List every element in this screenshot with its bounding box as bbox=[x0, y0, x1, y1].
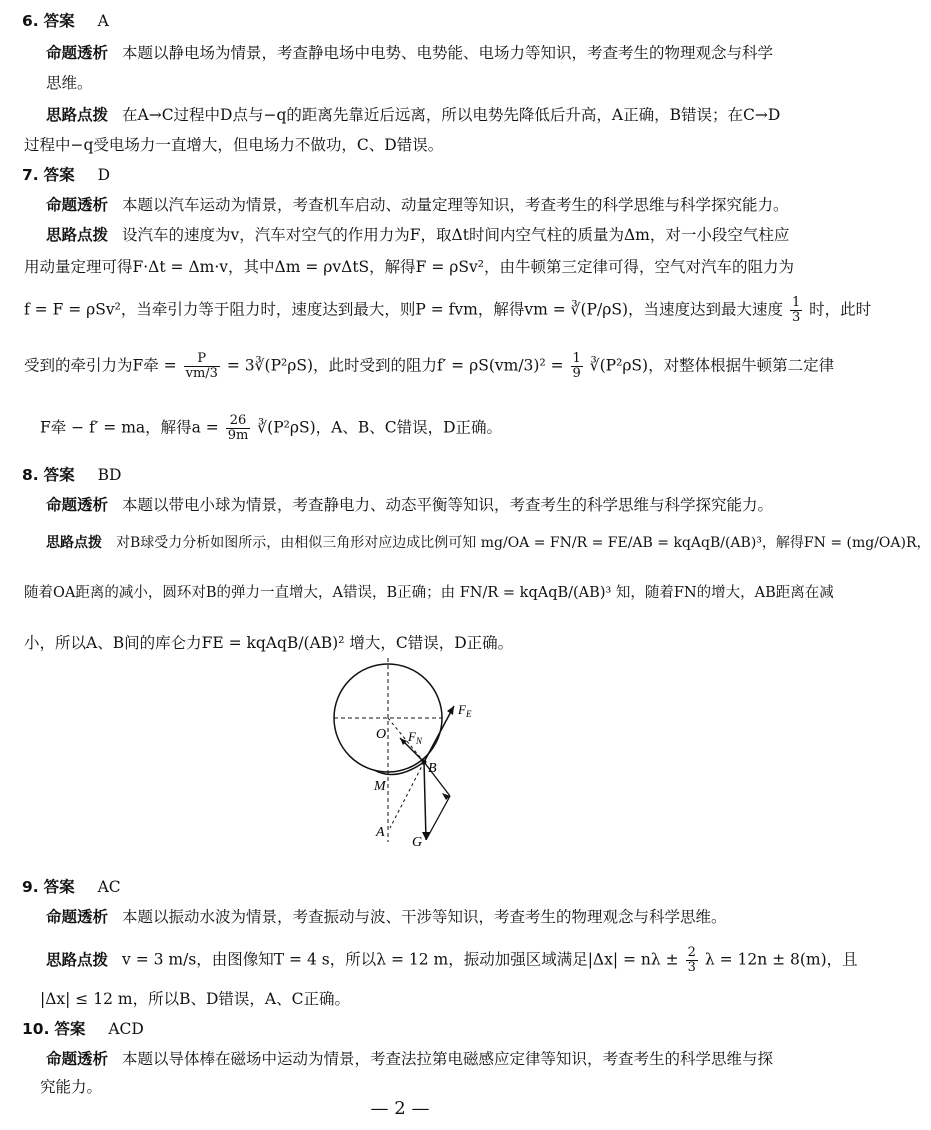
q6-intent-text: 本题以静电场为情景，考查静电场中电势、电势能、电场力等知识，考查考生的物理观念与科学 bbox=[122, 44, 774, 62]
q9-hint-text-b: λ = 12n ± 8(m)，且 bbox=[704, 950, 858, 969]
q7-hint-line5b: ∛(P²ρS)，A、B、C错误，D正确。 bbox=[257, 418, 502, 437]
q8-hint-line2: 随着OA距离的减小，圆环对B的弹力一直增大，A错误，B正确；由 FN/R = kqAqB/(AB)³ 知，随着FN的增大，AB距离在减 bbox=[24, 585, 834, 601]
q8-answer-label: 答案 bbox=[43, 466, 75, 484]
q10-intent-line2: 究能力。 bbox=[40, 1078, 103, 1096]
frac-den: 3 bbox=[687, 960, 696, 975]
triangle-side bbox=[426, 796, 450, 840]
arrow-FE bbox=[424, 706, 454, 762]
frac-den: 3 bbox=[791, 310, 801, 325]
label-A: A bbox=[376, 825, 385, 840]
q7-intent-label: 命题透析 bbox=[46, 196, 109, 214]
frac-den: vm/3 bbox=[185, 366, 218, 381]
q6-hint-label: 思路点拨 bbox=[46, 106, 109, 124]
fraction-one-ninth bbox=[571, 352, 583, 381]
q7-hint bbox=[46, 224, 789, 246]
q9-hint bbox=[46, 946, 858, 975]
q9-hint-text-a: v = 3 m/s，由图像知T = 4 s，所以λ = 12 m，振动加强区域满足|Δx| = nλ ± bbox=[122, 950, 679, 969]
q7-intent-text: 本题以汽车运动为情景，考查机车启动、动量定理等知识，考查考生的科学思维与科学探究能力。 bbox=[122, 196, 789, 214]
label-FE-main: F bbox=[458, 702, 466, 717]
q6-header bbox=[22, 10, 109, 32]
fraction-26-9m bbox=[226, 414, 251, 443]
q9-intent bbox=[46, 906, 727, 928]
q7-hint-text: 设汽车的速度为v，汽车对空气的作用力为F，取Δt时间内空气柱的质量为Δm，对一小段空气柱应 bbox=[122, 226, 790, 244]
q6-answer-label: 答案 bbox=[43, 12, 75, 30]
q9-answer-label: 答案 bbox=[43, 878, 75, 896]
q10-answer-label: 答案 bbox=[54, 1020, 86, 1038]
label-G: G bbox=[412, 835, 423, 850]
arrow-G bbox=[424, 762, 426, 840]
q10-intent bbox=[46, 1048, 773, 1070]
label-FN-sub: N bbox=[415, 736, 422, 746]
fraction-one-third bbox=[790, 296, 802, 325]
q6-intent-line2: 思维。 bbox=[46, 74, 93, 92]
q9-answer: AC bbox=[97, 878, 121, 896]
q8-hint-text: 对B球受力分析如图所示，由相似三角形对应边成比例可知 mg/OA = FN/R = FE/AB = kqAqB/(AB)³，解得FN = (mg/OA)R， bbox=[116, 535, 931, 551]
q9-number: 9. bbox=[22, 878, 39, 896]
label-FE bbox=[457, 702, 472, 719]
frac-num: 26 bbox=[226, 414, 251, 429]
label-FE-sub: E bbox=[465, 709, 472, 719]
label-O: O bbox=[376, 727, 387, 742]
q6-hint-line2: 过程中−q受电场力一直增大，但电场力不做功，C、D错误。 bbox=[24, 136, 444, 154]
q8-hint-label: 思路点拨 bbox=[46, 535, 102, 551]
q10-intent-label: 命题透析 bbox=[46, 1050, 109, 1068]
q7-hint-line3 bbox=[24, 296, 871, 325]
frac-den: 9 bbox=[572, 366, 581, 381]
q7-hint-line4 bbox=[24, 352, 834, 381]
q8-number: 8. bbox=[22, 466, 39, 484]
q7-hint-line3a: f = F = ρSv²，当牵引力等于阻力时，速度达到最大，则P = fvm，解得vm = ∛(P/ρS)，当速度达到最大速度 bbox=[24, 300, 783, 319]
q6-intent bbox=[46, 42, 773, 64]
label-B: B bbox=[428, 761, 437, 776]
q7-hint-line5 bbox=[40, 414, 502, 443]
frac-num: 2 bbox=[687, 945, 696, 960]
q7-answer: D bbox=[97, 166, 111, 184]
force-diagram bbox=[318, 658, 478, 850]
q6-hint-text: 在A→C过程中D点与−q的距离先靠近后远离，所以电势先降低后升高，A正确，B错误；在C→D bbox=[122, 106, 781, 124]
page-number: — 2 — bbox=[370, 1098, 430, 1119]
q7-hint-line4c: ∛(P²ρS)，对整体根据牛顿第二定律 bbox=[589, 356, 835, 375]
q9-hint-line2: |Δx| ≤ 12 m，所以B、D错误，A、C正确。 bbox=[40, 990, 350, 1008]
q7-answer-label: 答案 bbox=[43, 166, 75, 184]
q7-hint-line5a: F牵 − f′ = ma，解得a = bbox=[40, 418, 219, 437]
q10-answer: ACD bbox=[108, 1020, 144, 1038]
frac-den: 9m bbox=[227, 428, 249, 443]
q7-number: 7. bbox=[22, 166, 39, 184]
frac-num: 1 bbox=[791, 295, 801, 310]
q9-hint-label: 思路点拨 bbox=[46, 950, 109, 969]
q6-intent-label: 命题透析 bbox=[46, 44, 109, 62]
q6-answer: A bbox=[97, 12, 109, 30]
q6-hint bbox=[46, 104, 780, 126]
q7-header bbox=[22, 164, 110, 186]
q7-hint-label: 思路点拨 bbox=[46, 226, 109, 244]
q7-intent bbox=[46, 194, 789, 216]
q7-hint-line4b: = 3∛(P²ρS)，此时受到的阻力f′ = ρS(vm/3)² = bbox=[226, 356, 564, 375]
q8-answer: BD bbox=[97, 466, 122, 484]
q8-hint bbox=[46, 532, 931, 554]
label-M: M bbox=[374, 779, 386, 794]
q10-intent-text: 本题以导体棒在磁场中运动为情景，考查法拉第电磁感应定律等知识，考查考生的科学思维与探 bbox=[122, 1050, 774, 1068]
q7-hint-line2: 用动量定理可得F·Δt = Δm·v，其中Δm = ρvΔtS，解得F = ρSv²，由牛顿第三定律可得，空气对汽车的阻力为 bbox=[24, 258, 794, 276]
q8-hint-line3: 小，所以A、B间的库仑力FE = kqAqB/(AB)² 增大，C错误，D正确。 bbox=[24, 634, 514, 652]
q10-header bbox=[22, 1018, 144, 1040]
q9-header bbox=[22, 876, 121, 898]
q8-header bbox=[22, 464, 121, 486]
q8-intent-text: 本题以带电小球为情景，考查静电力、动态平衡等知识，考查考生的科学思维与科学探究能力。 bbox=[122, 496, 774, 514]
q9-intent-text: 本题以振动水波为情景，考查振动与波、干涉等知识，考查考生的物理观念与科学思维。 bbox=[122, 908, 727, 926]
frac-num: P bbox=[184, 352, 220, 367]
q10-number: 10. bbox=[22, 1020, 50, 1038]
q8-intent-label: 命题透析 bbox=[46, 496, 109, 514]
q6-number: 6. bbox=[22, 12, 39, 30]
q9-intent-label: 命题透析 bbox=[46, 908, 109, 926]
fraction-two-thirds bbox=[686, 946, 698, 975]
label-FN bbox=[407, 729, 423, 746]
label-FN-main: F bbox=[408, 729, 416, 744]
q8-intent bbox=[46, 494, 773, 516]
q7-hint-line4a: 受到的牵引力为F牵 = bbox=[24, 356, 177, 375]
q7-hint-line3b: 时，此时 bbox=[809, 300, 872, 319]
frac-num: 1 bbox=[572, 351, 581, 366]
fraction-p-over-vm3 bbox=[184, 352, 220, 381]
